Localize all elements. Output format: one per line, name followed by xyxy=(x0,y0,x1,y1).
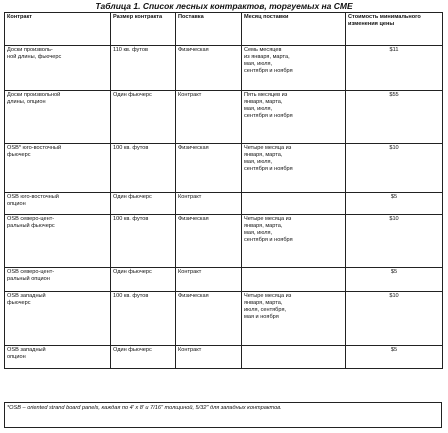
cell-delivery: Физическая xyxy=(176,215,242,268)
cell-tick: $5 xyxy=(346,346,443,369)
cell-contract: Доски произвольной длины, опцион xyxy=(5,91,111,144)
cell-delivery: Контракт xyxy=(176,346,242,369)
cell-delivery: Контракт xyxy=(176,193,242,215)
header-contract: Контракт xyxy=(5,13,111,46)
table-row xyxy=(5,215,443,268)
cell-delivery: Физическая xyxy=(176,144,242,193)
cell-contract: Доски произволь- ной длины, фьючерс xyxy=(5,46,111,91)
header-months: Месяц поставки xyxy=(242,13,346,46)
cell-months xyxy=(242,193,346,215)
cell-months: Четыре месяца из января, марта, июля, сентября, мая и ноября xyxy=(242,292,346,346)
cell-months: Четыре месяца из января, марта, мая, июля, сентября и ноября xyxy=(242,215,346,268)
cell-tick: $11 xyxy=(346,46,443,91)
table-caption: Таблица 1. Список лесных контрактов, торгуемых на CME xyxy=(95,1,353,11)
cell-contract: OSB западный опцион xyxy=(5,346,111,369)
cell-months: Пять месяцев из января, марта, мая, июля, сентября и ноября xyxy=(242,91,346,144)
header-delivery: Поставка xyxy=(176,13,242,46)
cell-months xyxy=(242,346,346,369)
cell-contract: OSB северо-цент- ральный фьючерс xyxy=(5,215,111,268)
cell-size: Один фьючерс xyxy=(111,346,176,369)
cell-size: 110 кв. футов xyxy=(111,46,176,91)
cell-contract: OSB* юго-восточный фьючерс xyxy=(5,144,111,193)
header-tick: Стоимость минимального изменения цены xyxy=(346,13,443,46)
cell-tick: $10 xyxy=(346,144,443,193)
cell-contract: OSB северо-цент- ральный опцион xyxy=(5,268,111,292)
cell-months: Четыре месяца из января, марта, мая, июля, сентября и ноября xyxy=(242,144,346,193)
cell-delivery: Контракт xyxy=(176,268,242,292)
header-size: Размер контракта xyxy=(111,13,176,46)
cell-size: 100 кв. футов xyxy=(111,292,176,346)
cell-size: Один фьючерс xyxy=(111,268,176,292)
table-row xyxy=(5,346,443,369)
table-row xyxy=(5,46,443,91)
cell-tick: $10 xyxy=(346,215,443,268)
cell-contract: OSB западный фьючерс xyxy=(5,292,111,346)
table-row xyxy=(5,91,443,144)
cell-tick: $55 xyxy=(346,91,443,144)
cell-tick: $5 xyxy=(346,268,443,292)
cell-size: 100 кв. футов xyxy=(111,215,176,268)
cell-size: 100 кв. футов xyxy=(111,144,176,193)
cell-tick: $10 xyxy=(346,292,443,346)
cell-delivery: Физическая xyxy=(176,46,242,91)
cell-months: Семь месяцев из января, марта, мая, июля, сентября и ноября xyxy=(242,46,346,91)
table-row xyxy=(5,144,443,193)
table-header-row xyxy=(5,13,443,46)
table-row xyxy=(5,193,443,215)
cell-delivery: Физическая xyxy=(176,292,242,346)
cell-contract: OSB юго-восточный опцион xyxy=(5,193,111,215)
cell-tick: $5 xyxy=(346,193,443,215)
table-footnote: *OSB – oriented strand board panels, каждая по 4' x 8' и 7/16" толщиной, 5/32" для западных контрактов. xyxy=(4,402,442,428)
table-row xyxy=(5,268,443,292)
contracts-table xyxy=(4,12,443,369)
cell-months xyxy=(242,268,346,292)
cell-delivery: Контракт xyxy=(176,91,242,144)
cell-size: Один фьючерс xyxy=(111,193,176,215)
cell-size: Один фьючерс xyxy=(111,91,176,144)
table-row xyxy=(5,292,443,346)
